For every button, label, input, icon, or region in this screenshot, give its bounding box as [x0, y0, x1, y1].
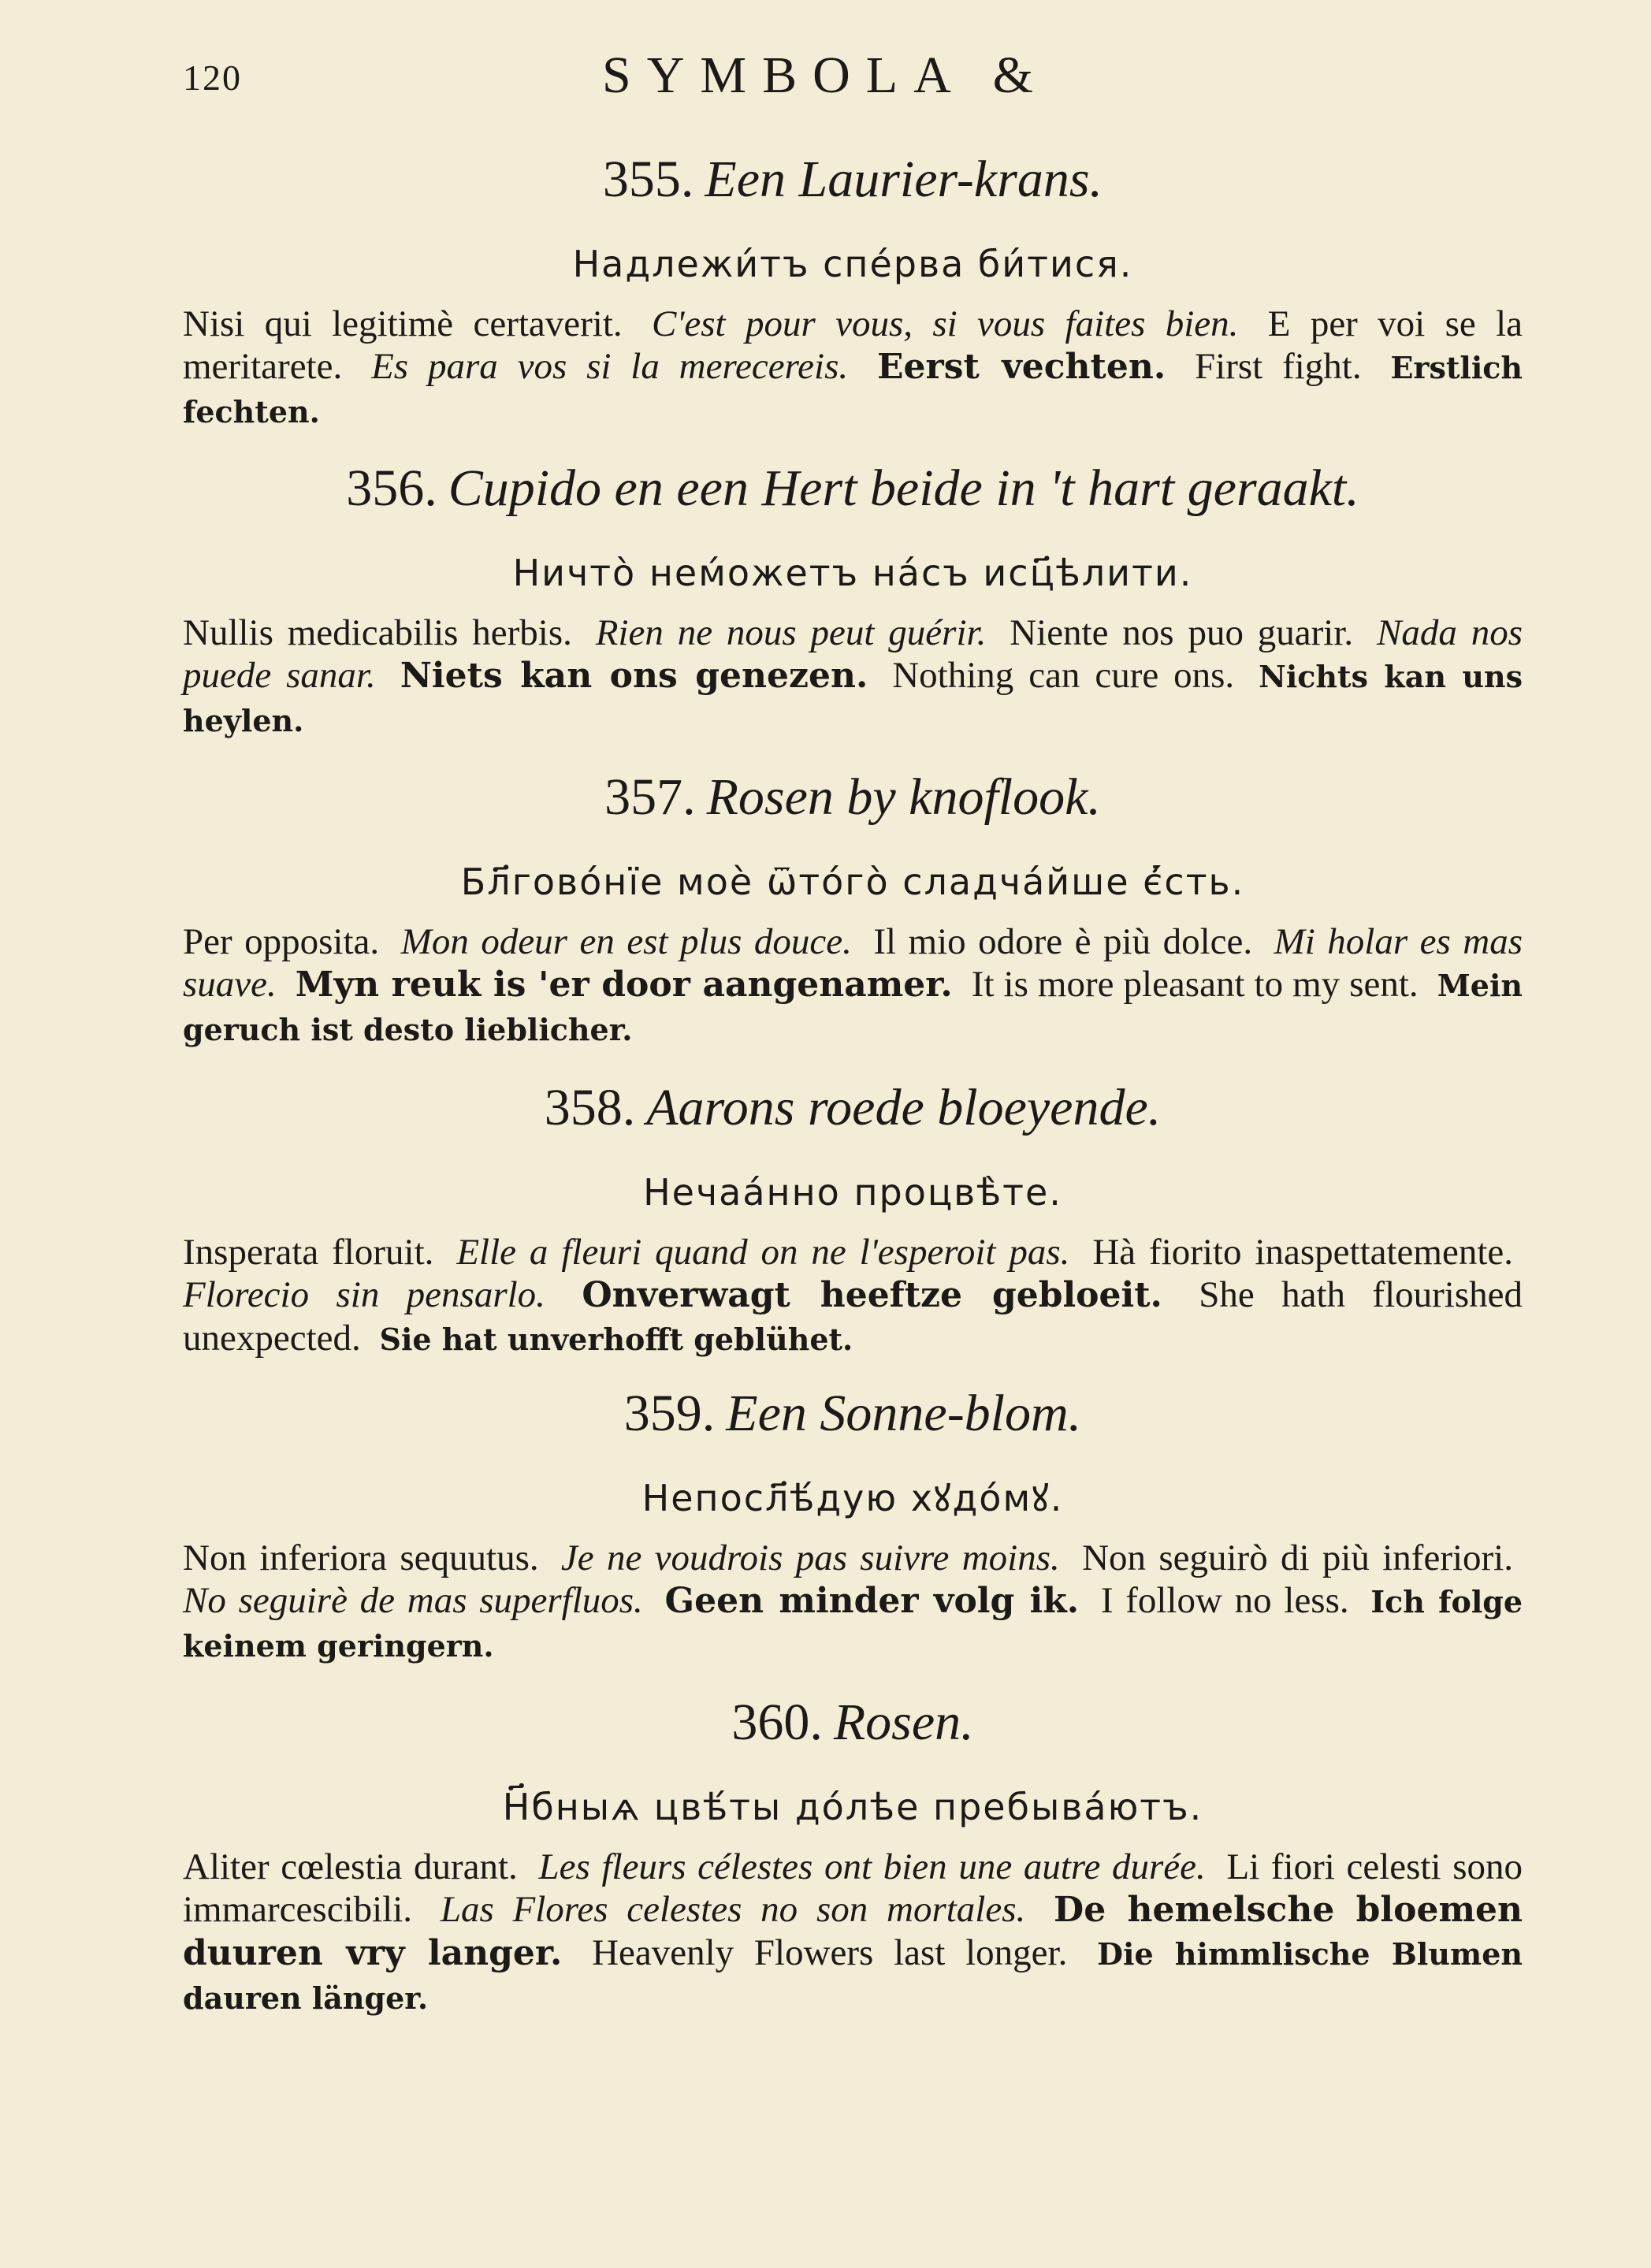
latin-text: Nullis medicabilis herbis.: [183, 612, 572, 653]
slavonic-motto: Н҃бныѧ цвѣ́ты до́лѣе пребыва́ютъ.: [502, 1786, 1203, 1828]
emblem-entry: [183, 455, 1523, 742]
german-text: Ich folge keinem geringern.: [183, 1584, 1523, 1664]
french-text: Mon odeur en est plus douce.: [400, 921, 852, 962]
spanish-text: Florecio sin pensarlo.: [183, 1274, 545, 1315]
latin-text: Nisi qui legitimè certaverit.: [183, 303, 623, 344]
entry-title: [183, 1381, 1523, 1447]
entry-number: 357.: [604, 768, 696, 826]
emblem-entry: [183, 147, 1523, 433]
entry-title: [183, 1690, 1523, 1756]
entry-title: [183, 1075, 1523, 1141]
entry-title: [183, 147, 1523, 213]
dutch-text: Myn reuk is 'er door aangenamer.: [295, 965, 953, 1005]
entry-translations: [183, 920, 1523, 1051]
latin-text: Per opposita.: [183, 921, 380, 962]
latin-text: Non inferiora sequutus.: [183, 1537, 539, 1578]
entry-heading: Aarons roede bloeyende.: [646, 1079, 1162, 1136]
entry-translations: [183, 1537, 1523, 1668]
emblem-entry: [183, 1690, 1523, 2020]
dutch-text: Eerst vechten.: [876, 347, 1166, 387]
slavonic-motto: Нечаа́нно процвѣ̀те.: [643, 1171, 1062, 1214]
french-text: Rien ne nous peut guérir.: [595, 612, 987, 653]
dutch-text: Onverwagt heeftze gebloeit.: [582, 1275, 1162, 1315]
entry-translations: [183, 1231, 1523, 1361]
german-text: Sie hat unverhofft geblühet.: [379, 1322, 853, 1357]
running-title: SYMBOLA &: [602, 46, 1049, 104]
german-text: Nichts kan uns heylen.: [183, 659, 1523, 738]
entry-translations: [183, 1846, 1523, 2020]
entry-translations: [183, 612, 1523, 742]
entry-number: 355.: [602, 151, 694, 208]
entry-title: [183, 764, 1523, 831]
spanish-text: Las Flores celestes no son mortales.: [440, 1889, 1026, 1930]
english-text: It is more pleasant to my sent.: [971, 964, 1419, 1005]
french-text: C'est pour vous, si vous faites bien.: [652, 303, 1239, 344]
german-text: Erstlich fechten.: [183, 350, 1523, 429]
entry-heading: Rosen.: [833, 1694, 974, 1751]
dutch-text: Geen minder volg ik.: [664, 1581, 1080, 1621]
french-text: Elle a fleuri quand on ne l'esperoit pas.: [456, 1232, 1070, 1273]
dutch-text: De hemelsche bloemen duuren vry langer.: [183, 1890, 1523, 1973]
french-text: Je ne voudrois pas suivre moins.: [560, 1537, 1060, 1578]
italian-text: E per voi se la meritarete.: [183, 303, 1523, 387]
entry-heading: Rosen by knoflook.: [706, 768, 1101, 826]
english-text: Nothing can cure ons.: [892, 655, 1235, 696]
entry-number: 359.: [623, 1385, 716, 1442]
english-text: First fight.: [1195, 346, 1362, 387]
entry-number: 360.: [731, 1694, 823, 1751]
english-text: I follow no less.: [1100, 1580, 1349, 1621]
italian-text: Hà fiorito inaspettatemente.: [1092, 1232, 1514, 1273]
slavonic-motto: Ничто̀ нем́ожетъ на́съ исц҃ѣлити.: [512, 552, 1193, 594]
emblem-entry: [183, 1075, 1523, 1361]
slavonic-motto: Бл҃гово́нїе моѐ ѿто́го̀ сладча́йше є҆́сть.: [460, 861, 1245, 903]
english-text: She hath flourished unexpected.: [183, 1274, 1523, 1359]
german-text: Die himmlische Blumen dauren länger.: [183, 1936, 1523, 2016]
spanish-text: No seguirè de mas superfluos.: [183, 1580, 643, 1621]
italian-text: Il mio odore è più dolce.: [873, 921, 1253, 962]
english-text: Heavenly Flowers last longer.: [592, 1932, 1068, 1973]
slavonic-motto: Непосл҃ѣ́дую хꙋдо́мꙋ.: [641, 1477, 1064, 1519]
entry-heading: Een Sonne-blom.: [726, 1385, 1082, 1442]
italian-text: Li fiori celesti sono immarcescibili.: [183, 1846, 1523, 1930]
spanish-text: Nada nos puede sanar.: [183, 612, 1523, 696]
spanish-text: Es para vos si la merecereis.: [371, 346, 849, 387]
spanish-text: Mi holar es mas suave.: [183, 921, 1523, 1005]
italian-text: Niente nos puo guarir.: [1010, 612, 1354, 653]
dutch-text: Niets kan ons genezen.: [400, 656, 868, 696]
french-text: Les fleurs célestes ont bien une autre durée.: [538, 1846, 1206, 1887]
latin-text: Insperata floruit.: [183, 1232, 434, 1273]
entry-number: 356.: [346, 459, 437, 517]
page-number: 120: [183, 58, 242, 98]
entry-heading: Een Laurier-krans.: [705, 151, 1103, 208]
entry-title: [183, 455, 1523, 522]
latin-text: Aliter cœlestia durant.: [183, 1846, 518, 1887]
german-text: Mein geruch ist desto lieblicher.: [183, 968, 1523, 1047]
emblem-entry: [183, 764, 1523, 1051]
entry-translations: [183, 303, 1523, 433]
emblem-entry: [183, 1381, 1523, 1668]
slavonic-motto: Надлежи́тъ спе́рва би́тися.: [572, 243, 1133, 285]
italian-text: Non seguirò di più inferiori.: [1082, 1537, 1513, 1578]
entry-heading: Cupido en een Hert beide in 't hart geraakt.: [448, 459, 1359, 517]
entry-number: 358.: [544, 1079, 636, 1136]
